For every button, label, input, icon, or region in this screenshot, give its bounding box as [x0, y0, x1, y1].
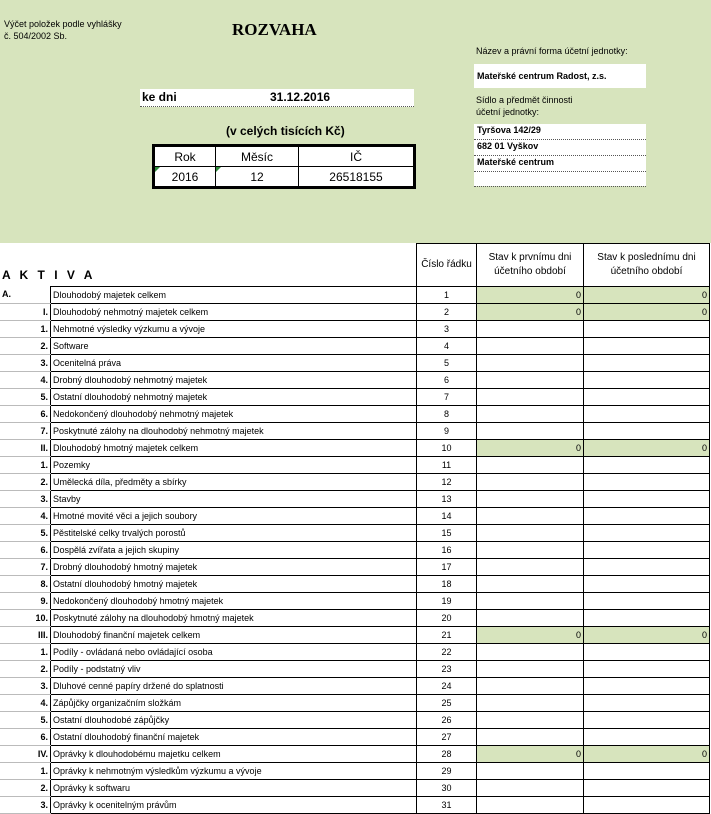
table-row [0, 286, 710, 303]
row-item-number: 1. [20, 320, 51, 337]
row-value-last-day[interactable] [584, 405, 710, 422]
row-item-name: Umělecká díla, předměty a sbírky [51, 473, 417, 490]
row-value-last-day[interactable] [584, 694, 710, 711]
row-value-first-day[interactable] [477, 320, 584, 337]
col-row-number: Číslo řádku [417, 244, 477, 287]
row-section-mark [0, 320, 20, 337]
row-item-number: 6. [20, 728, 51, 745]
row-value-last-day[interactable] [584, 337, 710, 354]
id-value[interactable]: 26518155 [299, 167, 414, 187]
row-line-number: 26 [417, 711, 477, 728]
row-value-last-day[interactable] [584, 541, 710, 558]
row-section-mark [0, 507, 20, 524]
row-item-number: 1. [20, 643, 51, 660]
row-line-number: 22 [417, 643, 477, 660]
month-header: Měsíc [216, 147, 299, 167]
entity-name: Mateřské centrum Radost, z.s. [477, 71, 607, 81]
row-item-number: 5. [20, 388, 51, 405]
row-item-number: 3. [20, 796, 51, 813]
row-value-last-day[interactable] [584, 422, 710, 439]
row-section-mark [0, 303, 20, 320]
table-row [0, 473, 710, 490]
table-row [0, 745, 710, 762]
id-header: IČ [299, 147, 414, 167]
row-item-number: 4. [20, 694, 51, 711]
row-section-mark [0, 558, 20, 575]
year-month-id-table [152, 144, 416, 189]
row-section-mark [0, 422, 20, 439]
table-row [0, 609, 710, 626]
row-value-first-day[interactable] [477, 337, 584, 354]
row-line-number: 8 [417, 405, 477, 422]
row-line-number: 2 [417, 303, 477, 320]
row-section-mark [0, 439, 20, 456]
entity-label: Název a právní forma účetní jednotky: [476, 46, 628, 56]
row-value-first-day[interactable]: 0 [477, 286, 584, 303]
row-item-name: Drobný dlouhodobý nehmotný majetek [51, 371, 417, 388]
row-line-number: 27 [417, 728, 477, 745]
row-item-number: 7. [20, 422, 51, 439]
col-last-day: Stav k poslednímu dni účetního období [584, 244, 710, 287]
row-value-last-day[interactable] [584, 558, 710, 575]
row-item-name: Poskytnuté zálohy na dlouhodobý nehmotný majetek [51, 422, 417, 439]
row-value-last-day[interactable] [584, 728, 710, 745]
row-item-number: 2. [20, 337, 51, 354]
row-line-number: 11 [417, 456, 477, 473]
row-item-name: Dlouhodobý nehmotný majetek celkem [51, 303, 417, 320]
table-row [0, 405, 710, 422]
row-line-number: 29 [417, 762, 477, 779]
table-row [0, 694, 710, 711]
row-value-first-day[interactable] [477, 371, 584, 388]
row-section-mark [0, 609, 20, 626]
row-value-last-day[interactable] [584, 660, 710, 677]
row-section-mark [0, 524, 20, 541]
table-row [0, 388, 710, 405]
row-value-last-day[interactable] [584, 609, 710, 626]
row-value-first-day[interactable] [477, 643, 584, 660]
row-item-name: Poskytnuté zálohy na dlouhodobý hmotný majetek [51, 609, 417, 626]
row-item-name: Oprávky k nehmotným výsledkům výzkumu a vývoje [51, 762, 417, 779]
row-section-mark [0, 677, 20, 694]
row-value-last-day[interactable] [584, 592, 710, 609]
row-item-name: Oprávky k softwaru [51, 779, 417, 796]
row-section-mark [0, 796, 20, 813]
seat-field[interactable] [474, 124, 646, 186]
row-item-number: IV. [20, 745, 51, 762]
row-section-mark [0, 490, 20, 507]
table-row [0, 677, 710, 694]
row-value-last-day[interactable]: 0 [584, 626, 710, 643]
seat-line-2: 682 01 Vyškov [474, 140, 646, 156]
legal-note-line-2: č. 504/2002 Sb. [4, 31, 68, 41]
row-section-mark [0, 728, 20, 745]
row-item-name: Nehmotné výsledky výzkumu a vývoje [51, 320, 417, 337]
table-row [0, 303, 710, 320]
page-title: ROZVAHA [232, 20, 317, 39]
table-row [0, 643, 710, 660]
row-line-number: 16 [417, 541, 477, 558]
row-value-first-day[interactable] [477, 796, 584, 813]
row-item-number: III. [20, 626, 51, 643]
table-row [0, 354, 710, 371]
row-line-number: 4 [417, 337, 477, 354]
row-value-last-day[interactable] [584, 524, 710, 541]
row-value-last-day[interactable] [584, 779, 710, 796]
row-item-name: Oprávky k dlouhodobému majetku celkem [51, 745, 417, 762]
row-value-first-day[interactable]: 0 [477, 745, 584, 762]
row-item-number: 3. [20, 490, 51, 507]
row-item-number: 4. [20, 507, 51, 524]
row-section-mark [0, 762, 20, 779]
row-item-name: Oprávky k ocenitelným právům [51, 796, 417, 813]
row-section-mark [0, 694, 20, 711]
row-value-first-day[interactable] [477, 694, 584, 711]
table-row [0, 575, 710, 592]
row-section-mark: A. [0, 286, 20, 303]
seat-line-1: Tyršova 142/29 [474, 124, 646, 140]
row-value-first-day[interactable]: 0 [477, 626, 584, 643]
table-row [0, 524, 710, 541]
row-item-name: Software [51, 337, 417, 354]
row-item-number: 6. [20, 541, 51, 558]
row-item-name: Dospělá zvířata a jejich skupiny [51, 541, 417, 558]
row-value-last-day[interactable] [584, 388, 710, 405]
row-section-mark [0, 592, 20, 609]
row-value-first-day[interactable]: 0 [477, 303, 584, 320]
row-line-number: 28 [417, 745, 477, 762]
row-line-number: 7 [417, 388, 477, 405]
row-value-first-day[interactable] [477, 541, 584, 558]
legal-note-line-1: Výčet položek podle vyhlášky [4, 19, 122, 29]
row-line-number: 14 [417, 507, 477, 524]
row-item-name: Hmotné movité věci a jejich soubory [51, 507, 417, 524]
table-row [0, 439, 710, 456]
row-section-mark [0, 388, 20, 405]
row-line-number: 21 [417, 626, 477, 643]
assets-table [0, 243, 710, 814]
row-item-number: 2. [20, 473, 51, 490]
seat-label [476, 94, 573, 118]
table-row [0, 728, 710, 745]
row-item-number: 1. [20, 762, 51, 779]
table-row [0, 320, 710, 337]
row-value-last-day[interactable] [584, 677, 710, 694]
date-field[interactable] [140, 89, 414, 107]
row-line-number: 3 [417, 320, 477, 337]
row-section-mark [0, 626, 20, 643]
year-header: Rok [155, 147, 216, 167]
year-value[interactable]: 2016 [155, 167, 216, 187]
table-header [0, 244, 710, 287]
month-value[interactable]: 12 [216, 167, 299, 187]
row-section-mark [0, 456, 20, 473]
row-value-last-day[interactable] [584, 473, 710, 490]
row-item-number: I. [20, 303, 51, 320]
row-section-mark [0, 711, 20, 728]
row-section-mark [0, 660, 20, 677]
row-line-number: 5 [417, 354, 477, 371]
row-value-last-day[interactable] [584, 711, 710, 728]
row-value-last-day[interactable] [584, 507, 710, 524]
row-value-last-day[interactable]: 0 [584, 286, 710, 303]
row-value-last-day[interactable] [584, 762, 710, 779]
row-item-name: Pěstitelské celky trvalých porostů [51, 524, 417, 541]
row-line-number: 23 [417, 660, 477, 677]
table-row [0, 490, 710, 507]
row-item-number: 1. [20, 456, 51, 473]
row-value-last-day[interactable] [584, 456, 710, 473]
row-line-number: 1 [417, 286, 477, 303]
row-value-last-day[interactable] [584, 320, 710, 337]
row-section-mark [0, 354, 20, 371]
row-item-number: 5. [20, 711, 51, 728]
row-value-last-day[interactable]: 0 [584, 303, 710, 320]
row-item-name: Ostatní dlouhodobý hmotný majetek [51, 575, 417, 592]
row-value-first-day[interactable] [477, 609, 584, 626]
row-item-name: Ostatní dlouhodobé zápůjčky [51, 711, 417, 728]
row-item-number: II. [20, 439, 51, 456]
row-item-number: 10. [20, 609, 51, 626]
table-row [0, 762, 710, 779]
units-note: (v celých tisících Kč) [226, 124, 345, 138]
row-value-last-day[interactable] [584, 490, 710, 507]
row-line-number: 31 [417, 796, 477, 813]
row-value-first-day[interactable] [477, 524, 584, 541]
row-item-number: 3. [20, 354, 51, 371]
row-value-first-day[interactable]: 0 [477, 439, 584, 456]
table-row [0, 422, 710, 439]
table-row [0, 592, 710, 609]
row-item-name: Ostatní dlouhodobý nehmotný majetek [51, 388, 417, 405]
row-item-number: 2. [20, 779, 51, 796]
row-item-name: Zápůjčky organizačním složkám [51, 694, 417, 711]
row-line-number: 10 [417, 439, 477, 456]
row-line-number: 15 [417, 524, 477, 541]
row-value-first-day[interactable] [477, 507, 584, 524]
row-section-mark [0, 575, 20, 592]
table-row [0, 371, 710, 388]
row-line-number: 13 [417, 490, 477, 507]
table-row [0, 456, 710, 473]
row-item-number: 9. [20, 592, 51, 609]
row-value-first-day[interactable] [477, 405, 584, 422]
row-item-number: 8. [20, 575, 51, 592]
row-section-mark [0, 371, 20, 388]
row-value-first-day[interactable] [477, 677, 584, 694]
row-value-last-day[interactable] [584, 354, 710, 371]
section-title: A K T I V A [2, 267, 96, 282]
row-line-number: 20 [417, 609, 477, 626]
row-value-first-day[interactable] [477, 388, 584, 405]
row-line-number: 25 [417, 694, 477, 711]
table-row [0, 507, 710, 524]
table-row [0, 711, 710, 728]
row-item-name: Dlouhodobý hmotný majetek celkem [51, 439, 417, 456]
date-value: 31.12.2016 [270, 90, 331, 104]
row-value-first-day[interactable] [477, 711, 584, 728]
row-value-first-day[interactable] [477, 660, 584, 677]
date-label: ke dni [142, 90, 177, 104]
seat-label-line-1: Sídlo a předmět činnosti [476, 95, 573, 105]
col-first-day: Stav k prvnímu dni účetního období [477, 244, 584, 287]
row-section-mark [0, 337, 20, 354]
row-line-number: 24 [417, 677, 477, 694]
legal-note [4, 18, 122, 42]
row-line-number: 18 [417, 575, 477, 592]
row-item-number: 5. [20, 524, 51, 541]
seat-label-line-2: účetní jednotky: [476, 107, 540, 117]
row-item-name: Ocenitelná práva [51, 354, 417, 371]
row-value-last-day[interactable] [584, 575, 710, 592]
row-item-name: Nedokončený dlouhodobý hmotný majetek [51, 592, 417, 609]
row-item-name: Dlouhodobý finanční majetek celkem [51, 626, 417, 643]
row-line-number: 12 [417, 473, 477, 490]
row-item-name: Stavby [51, 490, 417, 507]
table-row [0, 626, 710, 643]
row-item-name: Nedokončený dlouhodobý nehmotný majetek [51, 405, 417, 422]
table-row [0, 796, 710, 813]
row-value-first-day[interactable] [477, 592, 584, 609]
row-value-first-day[interactable] [477, 490, 584, 507]
row-item-name: Podíly - ovládaná nebo ovládající osoba [51, 643, 417, 660]
row-value-last-day[interactable]: 0 [584, 745, 710, 762]
row-section-mark [0, 779, 20, 796]
row-item-number: 4. [20, 371, 51, 388]
row-section-mark [0, 473, 20, 490]
row-item-name: Dluhové cenné papíry držené do splatnosti [51, 677, 417, 694]
row-value-last-day[interactable] [584, 643, 710, 660]
row-item-number: 7. [20, 558, 51, 575]
row-value-first-day[interactable] [477, 354, 584, 371]
row-item-number: 2. [20, 660, 51, 677]
row-value-first-day[interactable] [477, 762, 584, 779]
row-value-last-day[interactable] [584, 371, 710, 388]
row-line-number: 30 [417, 779, 477, 796]
table-row [0, 541, 710, 558]
row-line-number: 9 [417, 422, 477, 439]
row-item-number: 3. [20, 677, 51, 694]
row-item-name: Drobný dlouhodobý hmotný majetek [51, 558, 417, 575]
row-section-mark [0, 745, 20, 762]
row-value-first-day[interactable] [477, 728, 584, 745]
row-line-number: 6 [417, 371, 477, 388]
row-section-mark [0, 541, 20, 558]
row-item-name: Podíly - podstatný vliv [51, 660, 417, 677]
row-line-number: 17 [417, 558, 477, 575]
table-row [0, 337, 710, 354]
row-value-last-day[interactable]: 0 [584, 439, 710, 456]
row-value-first-day[interactable] [477, 422, 584, 439]
row-value-first-day[interactable] [477, 779, 584, 796]
table-row [0, 660, 710, 677]
row-value-first-day[interactable] [477, 558, 584, 575]
row-section-mark [0, 405, 20, 422]
row-value-first-day[interactable] [477, 456, 584, 473]
seat-line-3: Mateřské centrum [474, 156, 646, 172]
entity-name-field[interactable] [474, 64, 646, 88]
row-item-name: Pozemky [51, 456, 417, 473]
row-item-name: Dlouhodobý majetek celkem [51, 286, 417, 303]
row-section-mark [0, 643, 20, 660]
table-row [0, 779, 710, 796]
seat-line-4 [474, 172, 646, 187]
row-value-first-day[interactable] [477, 575, 584, 592]
row-line-number: 19 [417, 592, 477, 609]
row-item-name: Ostatní dlouhodobý finanční majetek [51, 728, 417, 745]
row-item-number: 6. [20, 405, 51, 422]
table-row [0, 558, 710, 575]
row-value-last-day[interactable] [584, 796, 710, 813]
row-value-first-day[interactable] [477, 473, 584, 490]
row-item-number [20, 286, 51, 303]
